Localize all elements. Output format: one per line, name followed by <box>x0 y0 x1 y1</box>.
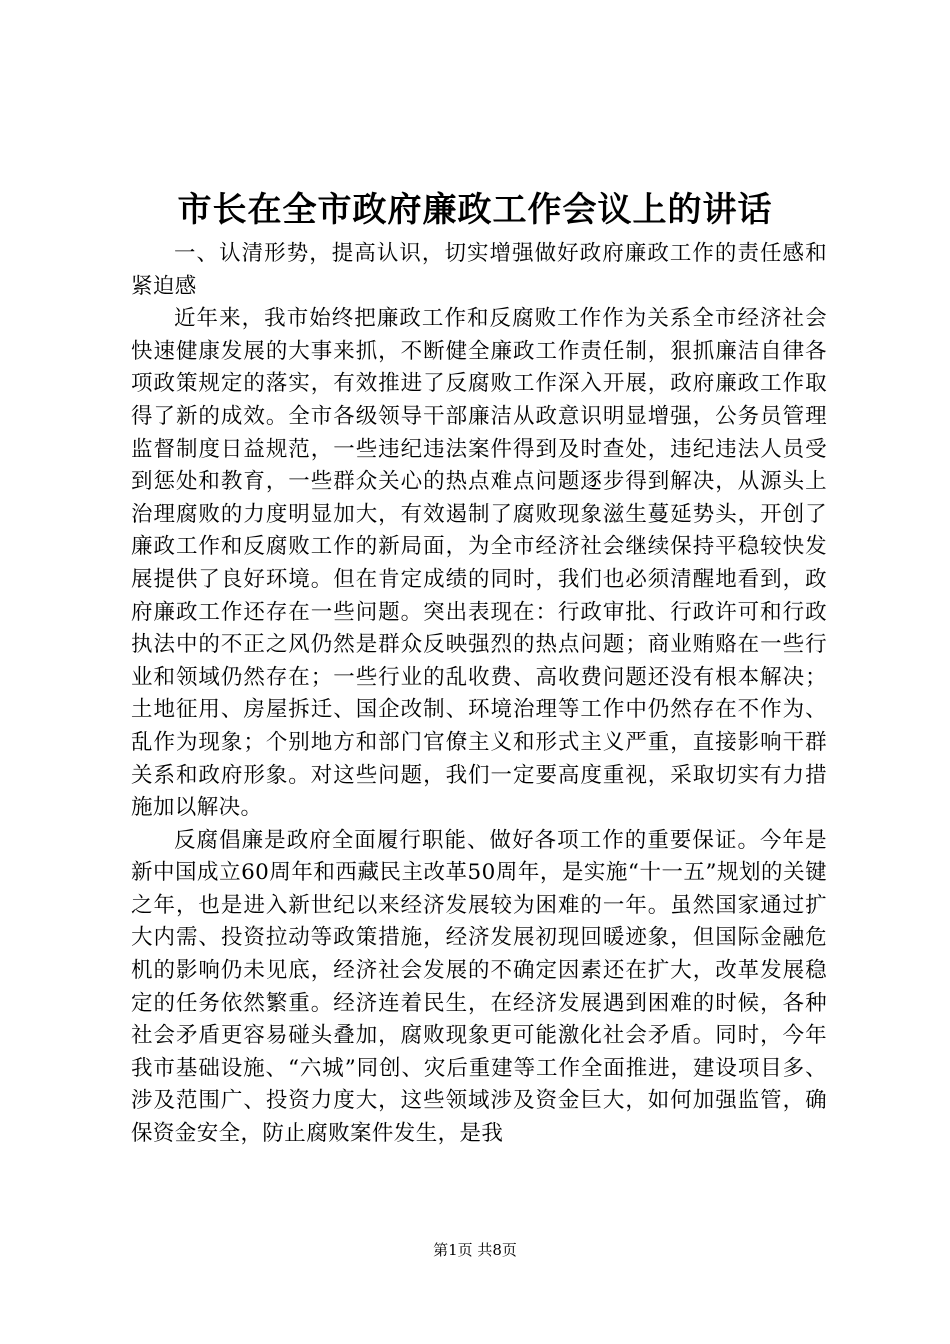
document-body <box>131 238 827 1151</box>
section-heading: 一、认清形势，提高认识，切实增强做好政府廉政工作的责任感和紧迫感 <box>131 241 827 299</box>
paragraph: 反腐倡廉是政府全面履行职能、做好各项工作的重要保证。今年是新中国成立60周年和西藏民主改革50周年，是实施“十一五”规划的关键之年，也是进入新世纪以来经济发展较为困难的一年。虽然国家通过扩大内需、投资拉动等政策措施，经济发展初现回暖迹象，但国际金融危机的影响仍未见底，经济社会发展的不确定因素还在扩大，改革发展稳定的任务依然繁重。经济连着民生，在经济发展遇到困难的时候，各种社会矛盾更容易碰头叠加，腐败现象更可能激化社会矛盾。同时，今年我市基础设施、“六城”同创、灾后重建等工作全面推进，建设项目多、涉及范围广、投资力度大，这些领域涉及资金巨大，如何加强监管，确保资金安全，防止腐败案件发生，是我 <box>131 827 827 1147</box>
page-title: 市长在全市政府廉政工作会议上的讲话 <box>177 190 773 230</box>
page-footer: 第1页 共8页 <box>433 1241 517 1259</box>
paragraph: 近年来，我市始终把廉政工作和反腐败工作作为关系全市经济社会快速健康发展的大事来抓，不断健全廉政工作责任制，狠抓廉洁自律各项政策规定的落实，有效推进了反腐败工作深入开展，政府廉政工作取得了新的成效。全市各级领导干部廉洁从政意识明显增强，公务员管理监督制度日益规范，一些违纪违法案件得到及时查处，违纪违法人员受到惩处和教育，一些群众关心的热点难点问题逐步得到解决，从源头上治理腐败的力度明显加大，有效遏制了腐败现象滋生蔓延势头，开创了廉政工作和反腐败工作的新局面，为全市经济社会继续保持平稳较快发展提供了良好环境。但在肯定成绩的同时，我们也必须清醒地看到，政府廉政工作还存在一些问题。突出表现在：行政审批、行政许可和行政执法中的不正之风仍然是群众反映强烈的热点问题；商业贿赂在一些行业和领域仍然存在；一些行业的乱收费、高收费问题还没有根本解决；土地征用、房屋拆迁、国企改制、环境治理等工作中仍然存在不作为、乱作为现象；个别地方和部门官僚主义和形式主义严重，直接影响干群关系和政府形象。对这些问题，我们一定要高度重视，采取切实有力措施加以解决。 <box>131 306 827 821</box>
